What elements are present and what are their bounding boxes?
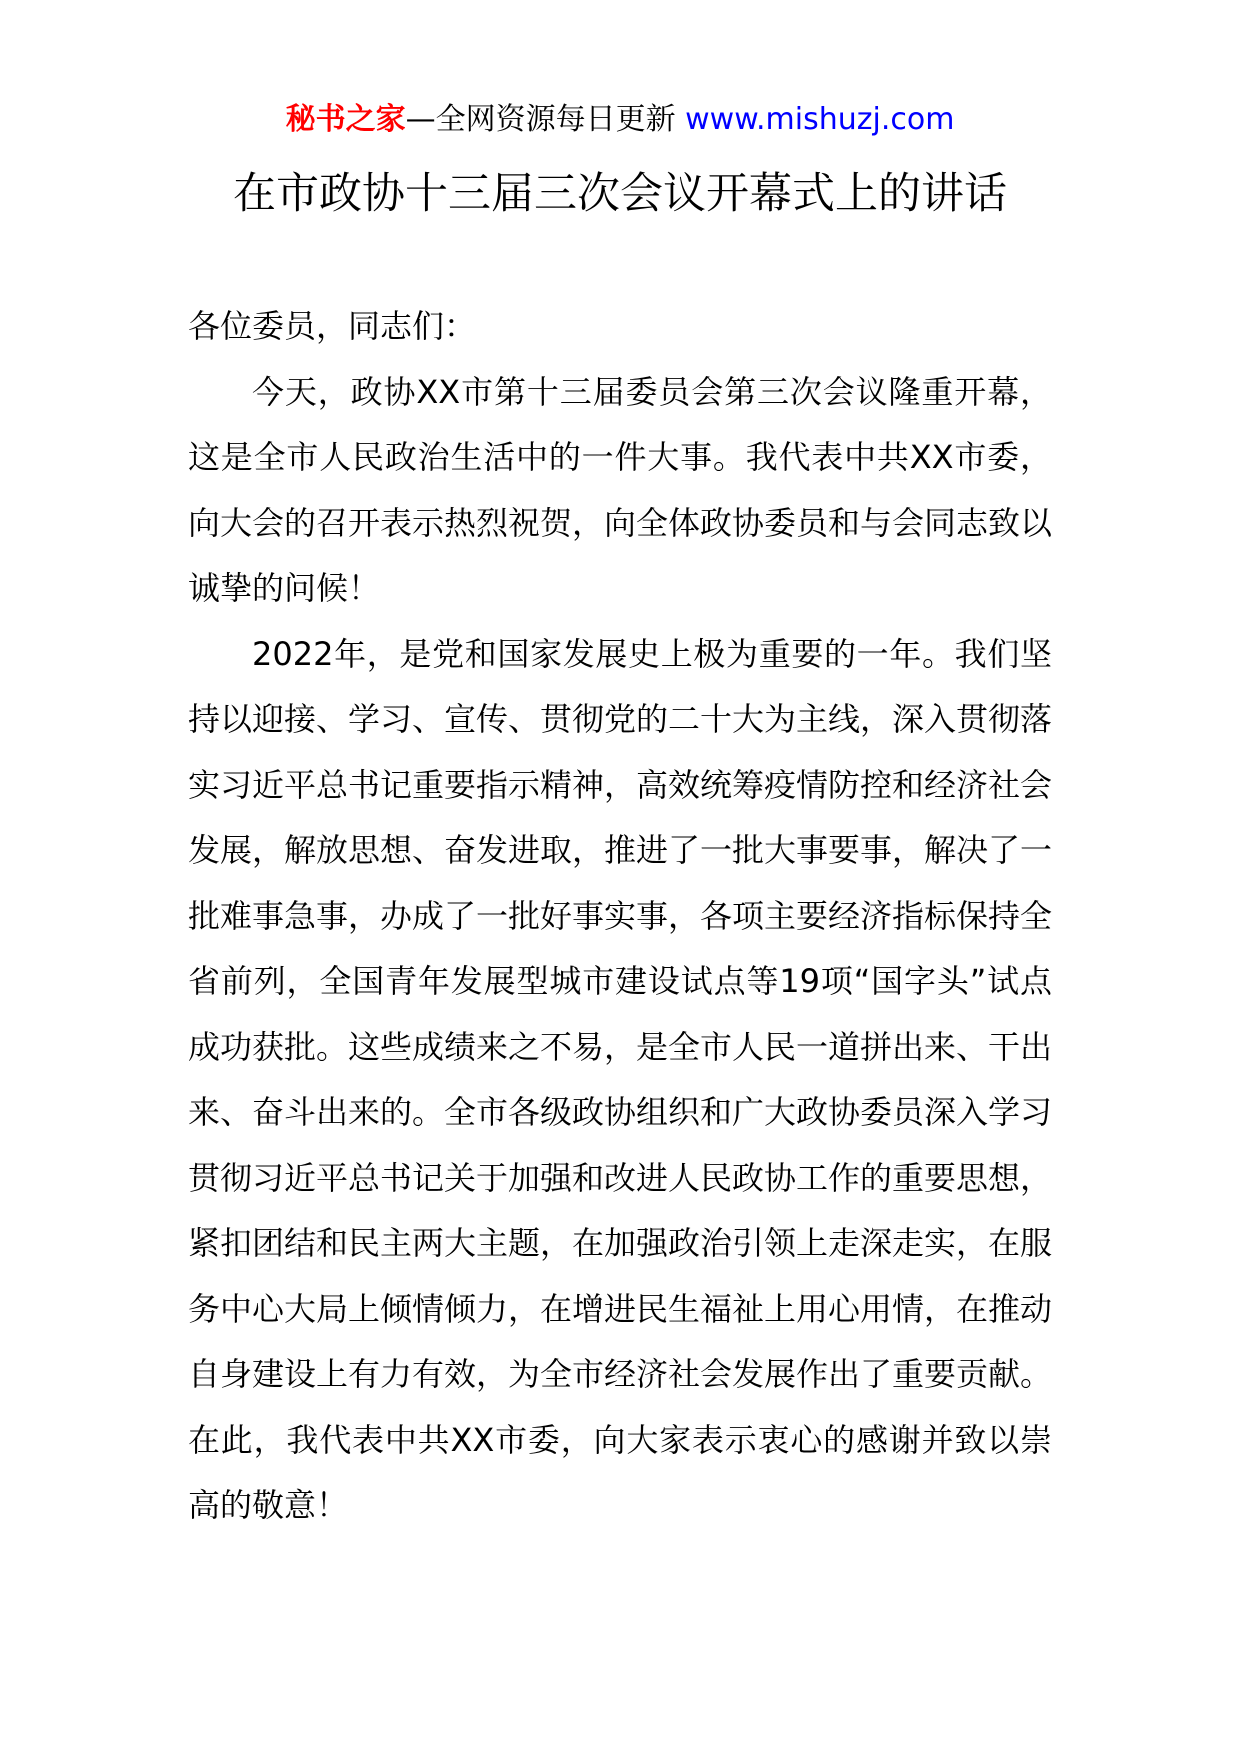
site-header xyxy=(0,100,1240,140)
document-body xyxy=(188,294,1052,1539)
site-tagline: —全网资源每日更新 xyxy=(405,102,686,137)
salutation: 各位委员，同志们： xyxy=(188,307,477,345)
document-title: 在市政协十三届三次会议开幕式上的讲话 xyxy=(233,169,1007,219)
site-url-link[interactable]: www.mishuzj.com xyxy=(685,102,955,137)
site-brand: 秘书之家 xyxy=(285,102,406,137)
paragraph-2: 2022年，是党和国家发展史上极为重要的一年。我们坚持以迎接、学习、宣传、贯彻党的二十大为主线，深入贯彻落实习近平总书记重要指示精神，高效统筹疫情防控和经济社会发展，解放思想、奋发进取，推进了一批大事要事，解决了一批难事急事，办成了一批好事实事，各项主要经济指标保持全省前列，全国青年发展型城市建设试点等19项“国字头”试点成功获批。这些成绩来之不易，是全市人民一道拼出来、干出来、奋斗出来的。全市各级政协组织和广大政协委员深入学习贯彻习近平总书记关于加强和改进人民政协工作的重要思想，紧扣团结和民主两大主题，在加强政治引领上走深走实，在服务中心大局上倾情倾力，在增进民生福祉上用心用情，在推动自身建设上有力有效，为全市经济社会发展作出了重要贡献。在此，我代表中共XX市委，向大家表示衷心的感谢并致以崇高的敬意！ xyxy=(188,634,1053,1524)
paragraph-1: 今天，政协XX市第十三届委员会第三次会议隆重开幕，这是全市人民政治生活中的一件大事。我代表中共XX市委，向大会的召开表示热烈祝贺，向全体政协委员和与会同志致以诚挚的问候！ xyxy=(188,372,1053,607)
